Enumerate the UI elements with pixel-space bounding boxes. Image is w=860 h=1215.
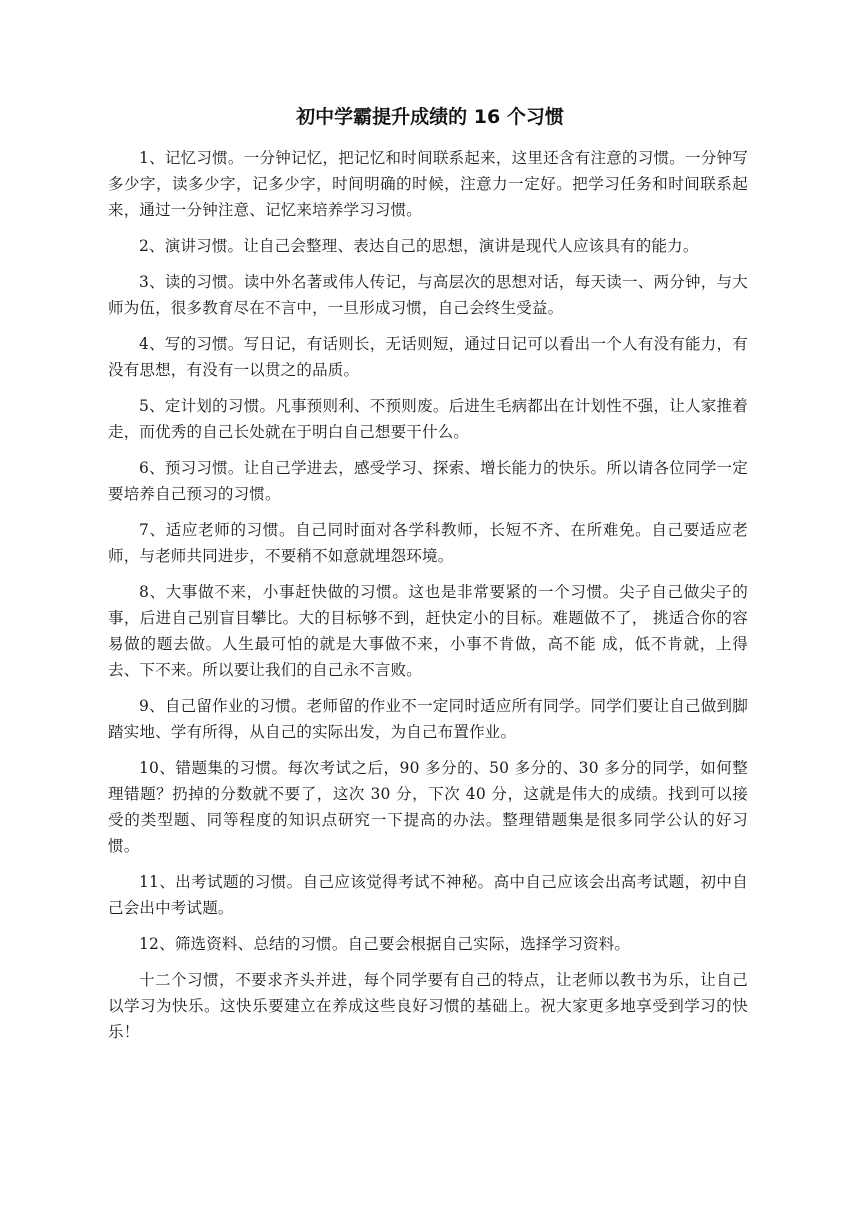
paragraph-habit-2: 2、演讲习惯。让自己会整理、表达自己的思想，演讲是现代人应该具有的能力。 (139, 237, 699, 255)
paragraph-conclusion: 十二个习惯，不要求齐头并进，每个同学要有自己的特点，让老师以教书为乐，让自己以学习为快乐。这快乐要建立在养成这些良好习惯的基础上。祝大家更多地享受到学习的快乐！ (108, 971, 748, 1041)
paragraph-habit-11: 11、出考试题的习惯。自己应该觉得考试不神秘。高中自己应该会出高考试题，初中自己会出中考试题。 (108, 873, 748, 917)
paragraph-habit-7: 7、适应老师的习惯。自己同时面对各学科教师，长短不齐、在所难免。自己要适应老师，与老师共同进步，不要稍不如意就埋怨环境。 (108, 521, 748, 565)
paragraph-habit-5: 5、定计划的习惯。凡事预则利、不预则废。后进生毛病都出在计划性不强，让人家推着走，而优秀的自己长处就在于明白自己想要干什么。 (108, 397, 748, 441)
document-title: 初中学霸提升成绩的 16 个习惯 (296, 106, 564, 128)
paragraph-habit-1: 1、记忆习惯。一分钟记忆，把记忆和时间联系起来，这里还含有注意的习惯。一分钟写多少字，读多少字，记多少字，时间明确的时候，注意力一定好。把学习任务和时间联系起来，通过一分钟注意、记忆来培养学习习惯。 (108, 149, 748, 219)
paragraph-habit-10: 10、错题集的习惯。每次考试之后，90 多分的、50 多分的、30 多分的同学，如何整理错题？扔掉的分数就不要了，这次 30 分，下次 40 分，这就是伟大的成绩。找到可以接受的类型题、同等程度的知识点研究一下提高的办法。整理错题集是很多同学公认的好习惯。 (108, 759, 748, 855)
paragraph-habit-6: 6、预习习惯。让自己学进去，感受学习、探索、增长能力的快乐。所以请各位同学一定要培养自己预习的习惯。 (108, 459, 748, 503)
paragraph-habit-12: 12、筛选资料、总结的习惯。自己要会根据自己实际，选择学习资料。 (139, 935, 631, 953)
paragraph-habit-8: 8、大事做不来，小事赶快做的习惯。这也是非常要紧的一个习惯。尖子自己做尖子的事，后进自己别盲目攀比。大的目标够不到，赶快定小的目标。难题做不了， 挑适合你的容易做的题去做。人生最可怕的就是大事做不来，小事不肯做，高不能 成，低不肯就，上得去、下不来。所以要让我们的自己永不言败。 (108, 583, 748, 679)
paragraph-habit-3: 3、读的习惯。读中外名著或伟人传记，与高层次的思想对话，每天读一、两分钟，与大师为伍，很多教育尽在不言中，一旦形成习惯，自己会终生受益。 (108, 273, 748, 317)
paragraph-habit-4: 4、写的习惯。写日记，有话则长，无话则短，通过日记可以看出一个人有没有能力，有没有思想，有没有一以贯之的品质。 (108, 335, 748, 379)
paragraph-habit-9: 9、自己留作业的习惯。老师留的作业不一定同时适应所有同学。同学们要让自己做到脚踏实地、学有所得，从自己的实际出发，为自己布置作业。 (108, 697, 748, 741)
document-body (108, 145, 748, 1055)
